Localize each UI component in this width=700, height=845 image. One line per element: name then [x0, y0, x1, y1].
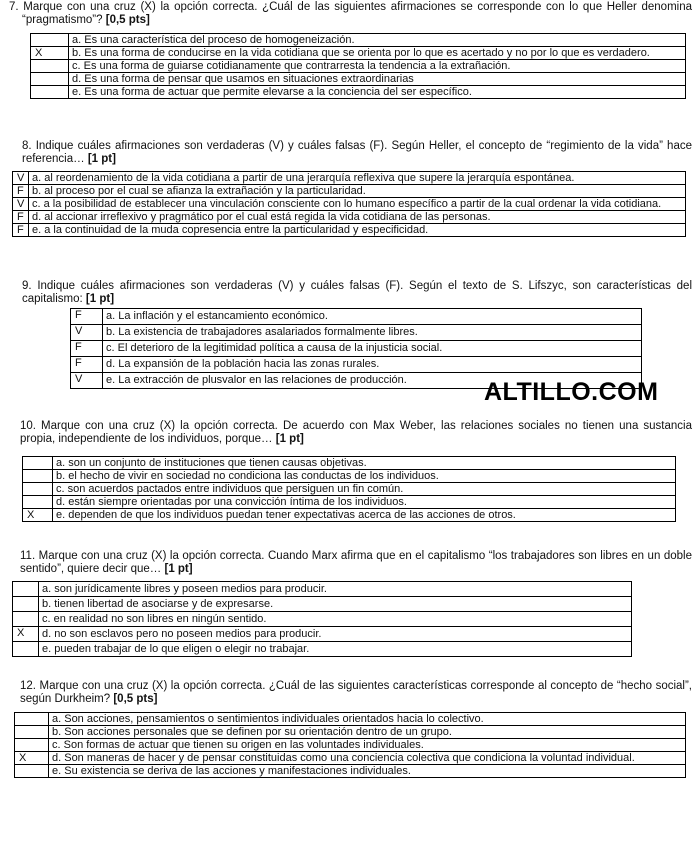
question-prompt — [0, 1, 700, 27]
mark-cell[interactable]: X — [15, 752, 49, 765]
mark-cell[interactable] — [15, 713, 49, 726]
option-text: b. La existencia de trabajadores asalariados formalmente libres. — [103, 325, 642, 341]
table-row — [23, 496, 676, 509]
points-label: [0,5 pts] — [113, 693, 158, 705]
question-prompt — [0, 680, 700, 706]
question-prompt — [0, 420, 700, 446]
option-text: c. a la posibilidad de establecer una vinculación consciente con lo humano específico a partir de la cual ordenar la vida cotidiana. — [29, 198, 686, 211]
option-text: e. a la continuidad de la muda copresencia entre la particularidad y especificidad. — [29, 224, 686, 237]
table-row — [31, 47, 686, 60]
question-8 — [0, 140, 700, 236]
option-text: b. Es una forma de conducirse en la vida cotidiana que se orienta por lo que es acertado y no por lo que es verdadero. — [69, 47, 686, 60]
mark-cell[interactable] — [23, 457, 53, 470]
option-text: a. al reordenamiento de la vida cotidiana a partir de una jerarquía reflexiva que supere la jerarquía espontánea. — [29, 172, 686, 185]
table-row — [31, 34, 686, 47]
option-text: e. La extracción de plusvalor en las relaciones de producción. — [103, 373, 642, 389]
question-7 — [0, 1, 700, 98]
option-text: b. tienen libertad de asociarse y de expresarse. — [39, 597, 632, 612]
table-row — [31, 86, 686, 99]
question-10 — [0, 420, 700, 521]
mark-cell[interactable]: F — [13, 211, 29, 224]
table-row — [13, 597, 632, 612]
prompt-text: 7. Marque con una cruz (X) la opción correcta. ¿Cuál de las siguientes afirmaciones se corresponde con lo que Heller denomina “pragmatismo”? — [9, 1, 692, 26]
option-text: b. Son acciones personales que se definen por su orientación dentro de un grupo. — [49, 726, 686, 739]
option-text: e. dependen de que los individuos puedan tener expectativas acerca de las acciones de otros. — [53, 509, 676, 522]
table-row — [71, 325, 642, 341]
table-row — [13, 627, 632, 642]
answer-table — [14, 712, 686, 778]
option-text: e. Su existencia se deriva de las acciones y manifestaciones individuales. — [49, 765, 686, 778]
answer-table — [12, 171, 686, 237]
mark-cell[interactable] — [23, 496, 53, 509]
mark-cell[interactable] — [13, 597, 39, 612]
option-text: d. Son maneras de hacer y de pensar constituidas como una conciencia colectiva que condiciona la voluntad individual. — [49, 752, 686, 765]
option-text: e. pueden trabajar de lo que eligen o elegir no trabajar. — [39, 642, 632, 657]
option-text: a. La inflación y el estancamiento económico. — [103, 309, 642, 325]
question-prompt — [0, 140, 700, 166]
mark-cell[interactable] — [13, 642, 39, 657]
option-text: c. Son formas de actuar que tienen su origen en las voluntades individuales. — [49, 739, 686, 752]
mark-cell[interactable] — [31, 34, 69, 47]
answer-table — [12, 581, 632, 657]
option-text: d. al accionar irreflexivo y pragmático por el cual está regida la vida cotidiana de las personas. — [29, 211, 686, 224]
option-text: c. Es una forma de guiarse cotidianamente que contrarresta la tendencia a la extrañación. — [69, 60, 686, 73]
option-text: a. son un conjunto de instituciones que tienen causas objetivas. — [53, 457, 676, 470]
option-text: a. Son acciones, pensamientos o sentimientos individuales orientados hacia lo colectivo. — [49, 713, 686, 726]
mark-cell[interactable]: V — [13, 198, 29, 211]
mark-cell[interactable] — [15, 726, 49, 739]
prompt-text: 12. Marque con una cruz (X) la opción correcta. ¿Cuál de las siguientes características corresponde al concepto de “hecho social”, según Durkheim? — [20, 680, 692, 705]
table-row — [31, 73, 686, 86]
table-row — [13, 198, 686, 211]
answer-table — [70, 308, 642, 389]
option-text: d. La expansión de la población hacia las zonas rurales. — [103, 357, 642, 373]
table-row — [31, 60, 686, 73]
mark-cell[interactable]: F — [71, 341, 103, 357]
question-12 — [0, 680, 700, 777]
table-row — [71, 341, 642, 357]
question-11 — [0, 550, 700, 655]
question-prompt — [0, 280, 700, 306]
points-label: [1 pt] — [164, 563, 193, 575]
mark-cell[interactable] — [15, 739, 49, 752]
points-label: [1 pt] — [87, 153, 116, 165]
mark-cell[interactable]: X — [23, 509, 53, 522]
mark-cell[interactable]: F — [71, 309, 103, 325]
table-row — [13, 172, 686, 185]
table-row — [15, 713, 686, 726]
mark-cell[interactable] — [13, 612, 39, 627]
option-text: c. El deterioro de la legitimidad política a causa de la injusticia social. — [103, 341, 642, 357]
mark-cell[interactable] — [13, 582, 39, 597]
mark-cell[interactable]: F — [13, 185, 29, 198]
option-text: b. el hecho de vivir en sociedad no condiciona las conductas de los individuos. — [53, 470, 676, 483]
question-9 — [0, 280, 700, 386]
mark-cell[interactable] — [23, 483, 53, 496]
table-row — [23, 457, 676, 470]
mark-cell[interactable]: F — [71, 357, 103, 373]
table-row — [13, 582, 632, 597]
option-text: d. están siempre orientadas por una convicción íntima de los individuos. — [53, 496, 676, 509]
mark-cell[interactable]: X — [31, 47, 69, 60]
altillo-watermark: ALTILLO.COM — [484, 378, 659, 406]
option-text: c. en realidad no son libres en ningún sentido. — [39, 612, 632, 627]
mark-cell[interactable]: X — [13, 627, 39, 642]
prompt-text: 9. Indique cuáles afirmaciones son verdaderas (V) y cuáles falsas (F). Según el texto de S. Lifszyc, son características del capitalismo: — [22, 280, 692, 305]
option-text: c. son acuerdos pactados entre individuos que persiguen un fin común. — [53, 483, 676, 496]
option-text: e. Es una forma de actuar que permite elevarse a la conciencia del ser específico. — [69, 86, 686, 99]
prompt-text: 8. Indique cuáles afirmaciones son verdaderas (V) y cuáles falsas (F). Según Heller, el concepto de “regimiento de la vida” hace referencia… — [22, 140, 692, 165]
option-text: a. son jurídicamente libres y poseen medios para producir. — [39, 582, 632, 597]
table-row — [15, 739, 686, 752]
table-row — [13, 211, 686, 224]
mark-cell[interactable] — [23, 470, 53, 483]
option-text: d. Es una forma de pensar que usamos en situaciones extraordinarias — [69, 73, 686, 86]
table-row — [71, 357, 642, 373]
question-prompt — [0, 550, 700, 576]
table-row — [13, 612, 632, 627]
mark-cell[interactable] — [31, 73, 69, 86]
table-row — [15, 726, 686, 739]
table-row — [15, 752, 686, 765]
mark-cell[interactable] — [31, 60, 69, 73]
prompt-text: 10. Marque con una cruz (X) la opción correcta. De acuerdo con Max Weber, las relaciones sociales no tienen una sustancia propia, independiente de los individuos, porque… — [20, 420, 692, 445]
table-row — [23, 509, 676, 522]
mark-cell[interactable]: V — [13, 172, 29, 185]
option-text: b. al proceso por el cual se afianza la extrañación y la particularidad. — [29, 185, 686, 198]
answer-table — [22, 456, 676, 522]
mark-cell[interactable]: V — [71, 325, 103, 341]
mark-cell[interactable] — [31, 86, 69, 99]
table-row — [13, 642, 632, 657]
mark-cell[interactable]: V — [71, 373, 103, 389]
mark-cell[interactable]: F — [13, 224, 29, 237]
points-label: [1 pt] — [275, 433, 304, 445]
mark-cell[interactable] — [15, 765, 49, 778]
table-row — [23, 483, 676, 496]
table-row — [15, 765, 686, 778]
points-label: [1 pt] — [85, 293, 115, 305]
prompt-text: 11. Marque con una cruz (X) la opción correcta. Cuando Marx afirma que en el capitalismo “los trabajadores son libres en un doble sentido”, quiere decir que… — [20, 550, 692, 575]
table-row — [71, 309, 642, 325]
table-row — [23, 470, 676, 483]
table-row — [13, 185, 686, 198]
answer-table — [30, 33, 686, 99]
option-text: a. Es una característica del proceso de homogeneización. — [69, 34, 686, 47]
table-row — [13, 224, 686, 237]
points-label: [0,5 pts] — [105, 14, 150, 26]
option-text: d. no son esclavos pero no poseen medios para producir. — [39, 627, 632, 642]
